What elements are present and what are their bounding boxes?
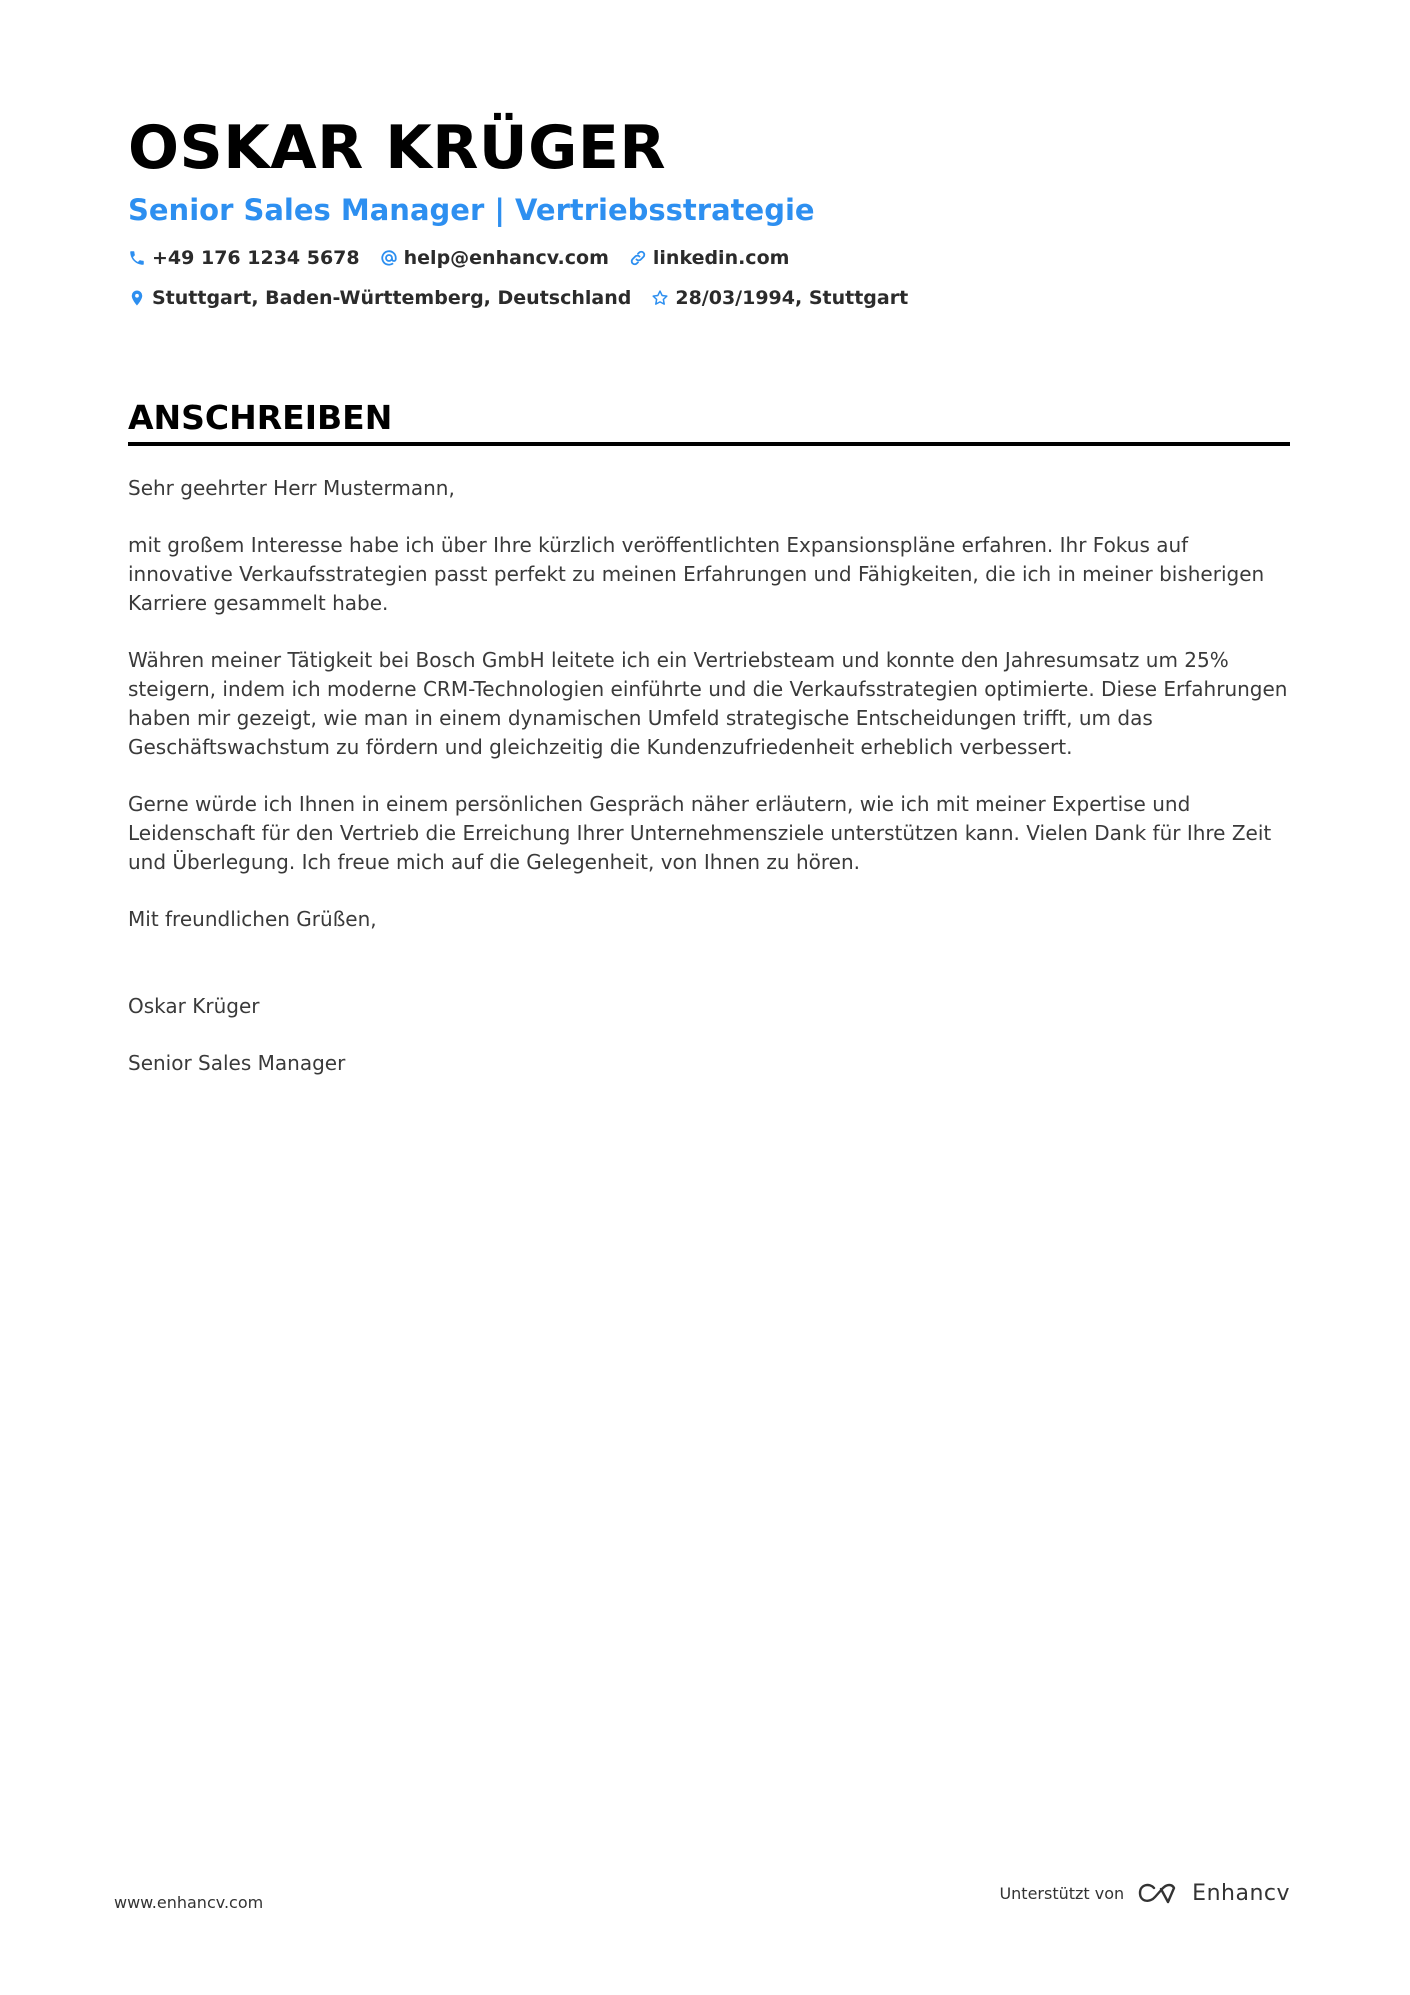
candidate-name: OSKAR KRÜGER xyxy=(128,113,667,183)
letter-paragraph: mit großem Interesse habe ich über Ihre kürzlich veröffentlichten Expansionspläne erfahren. Ihr Fokus auf innovative Verkaufsstrategien passt perfekt zu meinen Erfahrungen und Fähigkeiten, die ich in meiner bisherigen Karriere gesammelt habe. xyxy=(128,533,1265,615)
contact-list xyxy=(128,244,1258,312)
contact-email-text: help@enhancv.com xyxy=(403,247,609,269)
signature-title: Senior Sales Manager xyxy=(128,1051,346,1075)
contact-phone-text: +49 176 1234 5678 xyxy=(152,247,360,269)
contact-location xyxy=(128,284,631,312)
letter-body xyxy=(128,474,1290,1078)
contact-email[interactable] xyxy=(380,244,609,272)
enhancv-logo-icon xyxy=(1136,1880,1182,1906)
footer-website[interactable]: www.enhancv.com xyxy=(114,1893,264,1912)
at-icon xyxy=(380,249,398,267)
powered-by-label: Unterstützt von xyxy=(999,1883,1125,1903)
signature-name: Oskar Krüger xyxy=(128,994,260,1018)
contact-linkedin[interactable] xyxy=(629,244,790,272)
contact-location-text: Stuttgart, Baden-Württemberg, Deutschland xyxy=(152,287,632,309)
letter-closing: Mit freundlichen Grüßen, xyxy=(128,907,377,931)
contact-birth-text: 28/03/1994, Stuttgart xyxy=(675,287,909,309)
contact-phone xyxy=(128,244,360,272)
brand-name: Enhancv xyxy=(1192,1880,1290,1906)
section-title: ANSCHREIBEN xyxy=(128,398,1290,446)
letter-paragraph: Gerne würde ich Ihnen in einem persönlichen Gespräch näher erläutern, wie ich mit meiner Expertise und Leidenschaft für den Vertrieb die Erreichung Ihrer Unternehmensziele unterstützen kann. Vielen Dank für Ihre Zeit und Überlegung. Ich freue mich auf die Gelegenheit, von Ihnen zu hören. xyxy=(128,792,1272,874)
contact-birth xyxy=(651,284,908,312)
star-icon xyxy=(651,289,669,307)
phone-icon xyxy=(128,249,146,267)
letter-salutation: Sehr geehrter Herr Mustermann, xyxy=(128,476,455,500)
footer-powered-by xyxy=(999,1880,1290,1906)
link-icon xyxy=(629,249,647,267)
location-pin-icon xyxy=(128,289,146,307)
enhancv-logo xyxy=(1136,1880,1290,1906)
contact-linkedin-text: linkedin.com xyxy=(652,247,790,269)
cover-letter-page xyxy=(128,108,1290,1106)
candidate-subtitle: Senior Sales Manager | Vertriebsstrategie xyxy=(128,193,815,227)
letter-paragraph: Währen meiner Tätigkeit bei Bosch GmbH leitete ich ein Vertriebsteam und konnte den Jahresumsatz um 25% steigern, indem ich moderne CRM-Technologien einführte und die Verkaufsstrategien optimierte. Diese Erfahrungen haben mir gezeigt, wie man in einem dynamischen Umfeld strategische Entscheidungen trifft, um das Geschäftswachstum zu fördern und gleichzeitig die Kundenzufriedenheit erheblich verbessert. xyxy=(128,648,1288,759)
